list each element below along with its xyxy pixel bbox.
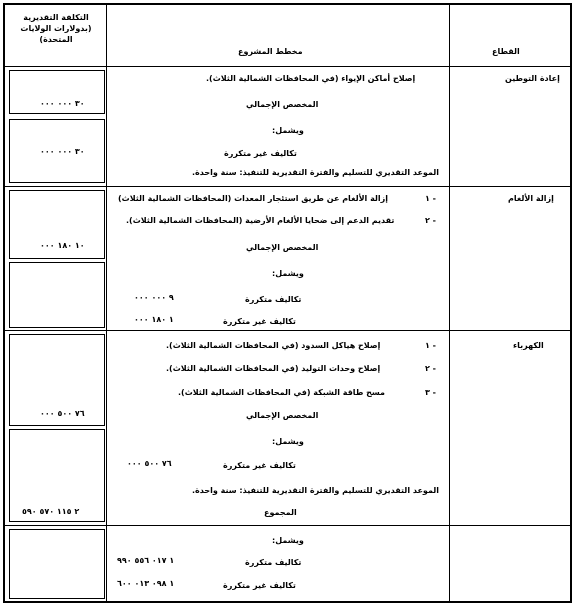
demining-cost-total: ١٠ ١٨٠ ٠٠٠ — [40, 241, 85, 250]
summary-recurring-value: ١ ٠١٧ ٥٥٦ ٩٩٠ — [117, 556, 175, 565]
demining-total-label: المخصص الإجمالي — [246, 243, 319, 252]
sector-demining: إزالة الألغام — [508, 194, 554, 203]
demining-item1: إزالة الألغام عن طريق استئجار المعدات (المحافظات الشمالية الثلاث) — [118, 194, 389, 203]
electricity-item3: مسح طاقة الشبكة (في المحافظات الشمالية الثلاث). — [178, 388, 385, 397]
cost-box-breakdown — [9, 262, 105, 328]
resettlement-cost-nonrecurring: ٣٠ ٠٠٠ ٠٠٠ — [40, 147, 85, 156]
row-divider — [4, 330, 571, 331]
resettlement-cost-total: ٣٠ ٠٠٠ ٠٠٠ — [40, 99, 85, 108]
electricity-item1: إصلاح هياكل السدود (في المحافظات الشمالية الثلاث). — [166, 341, 381, 350]
demining-item2-num: ٢ - — [425, 216, 436, 225]
demining-item1-num: ١ - — [425, 194, 436, 203]
cost-box-summary — [9, 529, 105, 599]
header-sector: القطاع — [492, 47, 520, 56]
resettlement-total-label: المخصص الإجمالي — [246, 100, 319, 109]
grand-total-value: ٢ ١١٥ ٥٧٠ ٥٩٠ — [22, 507, 80, 516]
column-divider — [449, 4, 450, 602]
row-divider — [4, 186, 571, 187]
summary-nonrecurring-value: ١ ٠٩٨ ٠١٣ ٦٠٠ — [117, 579, 175, 588]
demining-item2: تقديم الدعم إلى ضحايا الألغام الأرضية (المحافظات الشمالية الثلاث). — [126, 216, 395, 225]
demining-recurring-value: ٩ ٠٠٠ ٠٠٠ — [134, 293, 174, 302]
resettlement-includes: ويشمل: — [272, 126, 304, 135]
header-cost: التكلفة التقديرية (بدولارات الولايات المتحدة) — [20, 13, 92, 44]
summary-includes: ويشمل: — [272, 536, 304, 545]
summary-recurring: تكاليف متكررة — [245, 558, 302, 567]
sector-electricity: الكهرباء — [513, 341, 544, 350]
sector-resettlement: إعادة التوطين — [505, 74, 560, 83]
resettlement-deadline: الموعد التقديري للتسليم والفترة التقديرية للتنفيذ: سنة واحدة. — [192, 168, 440, 177]
electricity-sum-label: المجموع — [264, 508, 297, 517]
electricity-nonrecurring: تكاليف غير متكررة — [223, 461, 296, 470]
column-divider — [106, 4, 107, 602]
electricity-item3-num: ٣ - — [425, 388, 436, 397]
electricity-cost-total: ٧٦ ٥٠٠ ٠٠٠ — [40, 409, 85, 418]
resettlement-line1: إصلاح أماكن الإيواء (في المحافظات الشمالية الثلاث). — [206, 74, 416, 83]
row-divider — [4, 525, 571, 526]
electricity-deadline: الموعد التقديري للتسليم والفترة التقديرية للتنفيذ: سنة واحدة. — [192, 486, 440, 495]
electricity-item2: إصلاح وحدات التوليد (في المحافظات الشمالية الثلاث). — [166, 364, 381, 373]
summary-nonrecurring: تكاليف غير متكررة — [223, 581, 296, 590]
electricity-includes: ويشمل: — [272, 437, 304, 446]
electricity-total-label: المخصص الإجمالي — [246, 411, 319, 420]
electricity-item1-num: ١ - — [425, 341, 436, 350]
resettlement-nonrecurring: تكاليف غير متكررة — [224, 149, 297, 158]
electricity-item2-num: ٢ - — [425, 364, 436, 373]
demining-nonrecurring-value: ١ ١٨٠ ٠٠٠ — [134, 315, 174, 324]
electricity-nonrecurring-value: ٧٦ ٥٠٠ ٠٠٠ — [127, 459, 172, 468]
demining-includes: ويشمل: — [272, 269, 304, 278]
demining-nonrecurring: تكاليف غير متكررة — [223, 317, 296, 326]
row-divider — [4, 66, 571, 67]
demining-recurring: تكاليف متكررة — [245, 295, 302, 304]
header-plan: مخطط المشروع — [238, 47, 303, 56]
